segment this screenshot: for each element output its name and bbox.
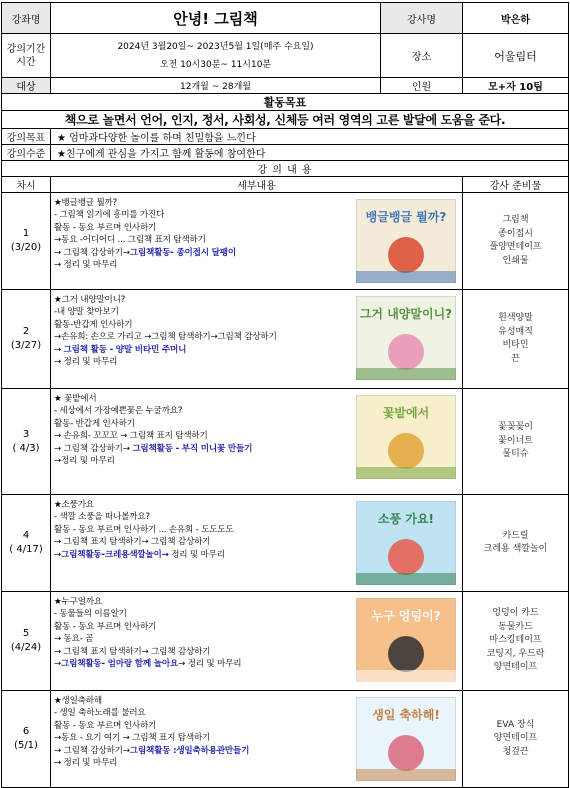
content-section-title: 강 의 내 용	[2, 161, 569, 177]
detail-lines	[54, 695, 352, 769]
aim-text: ★ 엄마과다양한 놀이를 하며 친밀함을 느낀다	[51, 129, 569, 145]
detail-text: - 세상에서 가장예쁜꽃은 누굴까요?	[54, 406, 183, 417]
detail-text: → 그림책 감상하기→	[54, 247, 130, 258]
cover-ground	[356, 573, 456, 585]
detail-lines	[54, 197, 352, 271]
level-label: 강의수준	[2, 145, 51, 161]
session-number: 3	[22, 428, 30, 440]
detail-line	[54, 356, 352, 368]
session-number: 1	[22, 228, 30, 239]
detail-text: - 그림책 읽기에 흥미를 가진다	[54, 210, 165, 221]
prep-cell	[463, 495, 569, 592]
session-rows	[2, 193, 569, 788]
detail-line	[54, 732, 352, 744]
detail-text: → 정리 및 마무리	[54, 758, 118, 769]
session-number-cell	[2, 495, 51, 592]
cover-character	[388, 735, 424, 771]
period-value: 2024년 3월20일~ 2023년5월 1일(매주 수요일)	[117, 41, 314, 52]
session-number-cell	[2, 290, 51, 389]
session-number: 6	[22, 726, 30, 737]
goal-statement: 책으로 놀면서 언어, 인지, 정서, 사회성, 신체등 여러 영역의 고른 발달에 도움을 준다.	[2, 111, 569, 129]
detail-line	[54, 393, 352, 405]
prep-cell	[463, 193, 569, 290]
people-value: 모+자 10팀	[463, 78, 569, 94]
prep-item: 끈	[511, 353, 520, 364]
prep-item: 그림책	[502, 215, 529, 225]
session-detail	[51, 495, 462, 591]
book-cover-art	[356, 296, 456, 380]
people-label: 인원	[381, 78, 463, 94]
prep-item: 비타민	[502, 340, 529, 350]
lesson-plan-table	[1, 2, 569, 788]
cover-character	[388, 636, 424, 672]
detail-text: → 그림책 표지 탐색하기→ 그림책 감상하기	[54, 646, 211, 657]
detail-text: →동요 - 요기 여기 → 그림책 표지 탐색하기	[54, 733, 211, 744]
detail-text: → 그림책 표지 탐색하기→ 그림책 감상하기	[54, 537, 211, 548]
cover-ground	[356, 271, 456, 283]
detail-line	[54, 294, 352, 306]
detail-tail: 정리 및 마무리	[168, 549, 225, 560]
session-row	[2, 495, 569, 592]
session-date: (3/27)	[10, 340, 42, 351]
detail-text: ★소풍가요	[54, 500, 94, 510]
session-date: ( 4/17)	[9, 544, 43, 555]
detail-text: - 색깔 소풍을 떠나볼까요?	[54, 512, 150, 523]
detail-line	[54, 430, 352, 442]
book-cover-art	[356, 697, 456, 781]
detail-line	[54, 633, 352, 645]
book-cover-art	[356, 199, 456, 283]
cover-ground	[356, 368, 456, 380]
activity-highlight: 그림책 활동 - 양말 비타민 주머니	[63, 344, 187, 355]
detail-line	[54, 319, 352, 331]
detail-text: → 손유희- 꼬꼬꼬 → 그림책 표지 탐색하기	[54, 431, 208, 442]
session-detail	[51, 193, 462, 289]
session-number: 5	[22, 628, 30, 639]
prep-cell	[463, 691, 569, 788]
col-prep: 강사 준비물	[463, 177, 569, 193]
detail-text: →동요 -어디어디 ... 그림책 표지 탐색하기	[54, 235, 206, 246]
detail-line	[54, 222, 352, 234]
detail-line	[54, 549, 352, 561]
detail-line	[54, 596, 352, 608]
prep-item: 카드릴	[502, 530, 529, 541]
detail-text: ★ 꽃밭에서	[54, 394, 97, 404]
book-title: 뱅글뱅글 뭘까?	[365, 210, 447, 224]
detail-line	[54, 608, 352, 620]
session-detail	[51, 389, 462, 494]
session-row	[2, 193, 569, 290]
book-title: 꽃밭에서	[382, 406, 430, 420]
prep-item: EVA 장식	[496, 719, 535, 730]
prep-item: 꽃꽂꽂이	[498, 422, 533, 433]
col-detail: 세부내용	[51, 177, 463, 193]
detail-text: → 정리 및 마무리	[54, 260, 118, 271]
session-number-cell	[2, 193, 51, 290]
detail-text: ★누구얼까요	[54, 597, 103, 607]
detail-line	[54, 344, 352, 356]
detail-text: →정리 및 마무리	[54, 456, 115, 467]
session-date: (5/1)	[14, 740, 38, 751]
prep-item: 코팅지, 우드락	[486, 648, 545, 659]
detail-line	[54, 524, 352, 536]
detail-line	[54, 247, 352, 259]
prep-item: 크레용 색깔놀이	[483, 544, 548, 554]
detail-line	[54, 405, 352, 417]
session-detail-cell	[51, 193, 463, 290]
cover-ground	[356, 467, 456, 479]
detail-text: - 동물들의 이름알기	[54, 609, 127, 620]
detail-line	[54, 511, 352, 523]
period-cell	[51, 34, 381, 78]
prep-item: 유성매직	[498, 326, 533, 337]
target-label: 대상	[2, 78, 51, 94]
course-title: 안녕! 그림책	[51, 3, 381, 34]
goal-section-title: 활동목표	[2, 94, 569, 111]
book-cover-image	[356, 395, 456, 479]
session-date: ( 4/3)	[12, 442, 40, 454]
book-title: 그거 내양말이니?	[359, 307, 453, 321]
cover-character	[388, 539, 424, 575]
teacher-name: 박은하	[463, 3, 569, 34]
detail-lines	[54, 393, 352, 467]
course-label: 강좌명	[2, 3, 51, 34]
detail-text: →	[54, 344, 64, 355]
detail-line	[54, 536, 352, 548]
time-value: 오전 10시30분~ 11시10분	[159, 59, 272, 70]
detail-line	[54, 745, 352, 757]
book-title: 소풍 가요!	[378, 512, 435, 526]
book-title: 생일 축하해!	[372, 708, 440, 722]
activity-highlight: 그림책활동 - 부직 미니꽃 만들기	[132, 443, 253, 454]
detail-text: →	[54, 659, 62, 670]
detail-line	[54, 418, 352, 430]
prep-item: 동물카드	[498, 621, 533, 632]
session-detail-cell	[51, 592, 463, 691]
detail-text: →	[54, 549, 62, 560]
detail-line	[54, 209, 352, 221]
book-cover-image	[356, 598, 456, 682]
session-number-cell	[2, 389, 51, 495]
prep-item: 풀양면테이프	[489, 242, 542, 252]
session-detail-cell	[51, 389, 463, 495]
prep-cell	[463, 592, 569, 691]
col-session: 차시	[2, 177, 51, 193]
book-cover-image	[356, 501, 456, 585]
cover-ground	[356, 769, 456, 781]
detail-lines	[54, 294, 352, 368]
detail-text: -내 양말 찾아보기	[54, 307, 119, 318]
detail-line	[54, 720, 352, 732]
book-title: 누구 엉덩이?	[371, 609, 441, 623]
session-row	[2, 389, 569, 495]
detail-line	[54, 234, 352, 246]
detail-text: 활동 - 동요 부르며 인사하기	[54, 222, 157, 233]
prep-cell	[463, 389, 569, 495]
detail-line	[54, 646, 352, 658]
detail-text: 활동- 반갑게 인사하기	[54, 418, 135, 429]
book-cover-art	[356, 395, 456, 479]
book-cover-art	[356, 501, 456, 585]
prep-item: 양면테이프	[493, 733, 538, 744]
detail-tail: → 정리 및 마무리	[178, 659, 242, 670]
detail-line	[54, 331, 352, 343]
detail-line	[54, 306, 352, 318]
detail-line	[54, 757, 352, 769]
detail-lines	[54, 499, 352, 561]
detail-line	[54, 658, 352, 670]
activity-highlight: 그림책활동 :생일축하용관만들기	[129, 745, 250, 756]
prep-item: 엉덩이 카드	[492, 608, 539, 619]
place-label: 장소	[381, 34, 463, 78]
activity-highlight: 그림책활동- 종이접시 달팽이	[129, 247, 236, 258]
period-label: 강의기간 시간	[2, 34, 51, 78]
session-detail-cell	[51, 691, 463, 788]
session-number: 2	[22, 326, 30, 337]
detail-line	[54, 621, 352, 633]
detail-text: → 정리 및 마무리	[54, 357, 118, 368]
activity-highlight: 그림책활동- 엄마랑 함께 놀아요	[61, 659, 179, 670]
session-detail	[51, 691, 462, 787]
detail-text: 활동 - 동요 부르며 인사하기 ... 손유희 - 도도도도	[54, 524, 234, 535]
detail-line	[54, 695, 352, 707]
detail-text: 활동-반갑게 인사하기	[54, 319, 133, 330]
detail-line	[54, 455, 352, 467]
prep-item: 꽃이너트	[498, 435, 533, 446]
detail-line	[54, 443, 352, 455]
detail-text: 활동 - 동요 부르며 인사하기	[54, 621, 157, 632]
session-number-cell	[2, 592, 51, 691]
target-value: 12개월 ~ 28개월	[51, 78, 381, 94]
book-cover-image	[356, 296, 456, 380]
session-detail	[51, 290, 462, 388]
detail-text: 활동 - 동요 부르며 인사하기	[54, 720, 157, 731]
session-detail-cell	[51, 495, 463, 592]
session-row	[2, 592, 569, 691]
session-row	[2, 691, 569, 788]
cover-character	[388, 237, 424, 273]
detail-text: → 그림책 감상하기→	[54, 745, 130, 756]
session-date: (3/20)	[10, 242, 42, 253]
prep-item: 종이접시	[498, 228, 533, 239]
prep-item: 인쇄물	[502, 255, 529, 266]
session-row	[2, 290, 569, 389]
cover-ground	[356, 670, 456, 682]
prep-cell	[463, 290, 569, 389]
detail-line	[54, 197, 352, 209]
detail-text: ★뱅글뱅글 뭘까?	[54, 198, 118, 208]
cover-character	[388, 433, 424, 469]
detail-line	[54, 259, 352, 271]
detail-text: → 그림책 감상하기→	[54, 443, 133, 454]
teacher-label: 강사명	[381, 3, 463, 34]
detail-line	[54, 707, 352, 719]
session-detail	[51, 592, 462, 690]
prep-item: 마스킹테이프	[489, 635, 542, 646]
prep-item: 양면테이프	[493, 662, 538, 673]
prep-item: 청겊끈	[502, 746, 529, 757]
book-cover-image	[356, 199, 456, 283]
session-detail-cell	[51, 290, 463, 389]
detail-lines	[54, 596, 352, 670]
place-value: 어울림터	[463, 34, 569, 78]
level-text: ★친구에게 관심을 가지고 함께 활동에 참여한다	[51, 145, 569, 161]
session-number-cell	[2, 691, 51, 788]
detail-text: ★생일축하해	[54, 696, 103, 706]
detail-text: → 동요- 곰	[54, 634, 94, 645]
book-cover-art	[356, 598, 456, 682]
activity-highlight: 그림책활동-크레용색깔놀이→	[61, 549, 169, 560]
session-date: (4/24)	[10, 642, 42, 653]
detail-line	[54, 499, 352, 511]
book-cover-image	[356, 697, 456, 781]
session-number: 4	[22, 530, 30, 541]
detail-text: ★그거 내양말이니?	[54, 295, 126, 305]
detail-text: →손유희: 손으로 가리고 →그림책 탐색하기→그림책 감상하기	[54, 332, 277, 343]
cover-character	[388, 334, 424, 370]
prep-item: 흰색양말	[498, 313, 533, 323]
prep-item: 물티슈	[502, 449, 529, 460]
aim-label: 강의목표	[2, 129, 51, 145]
detail-text: - 생일 축하노래를 불러요	[54, 708, 146, 719]
